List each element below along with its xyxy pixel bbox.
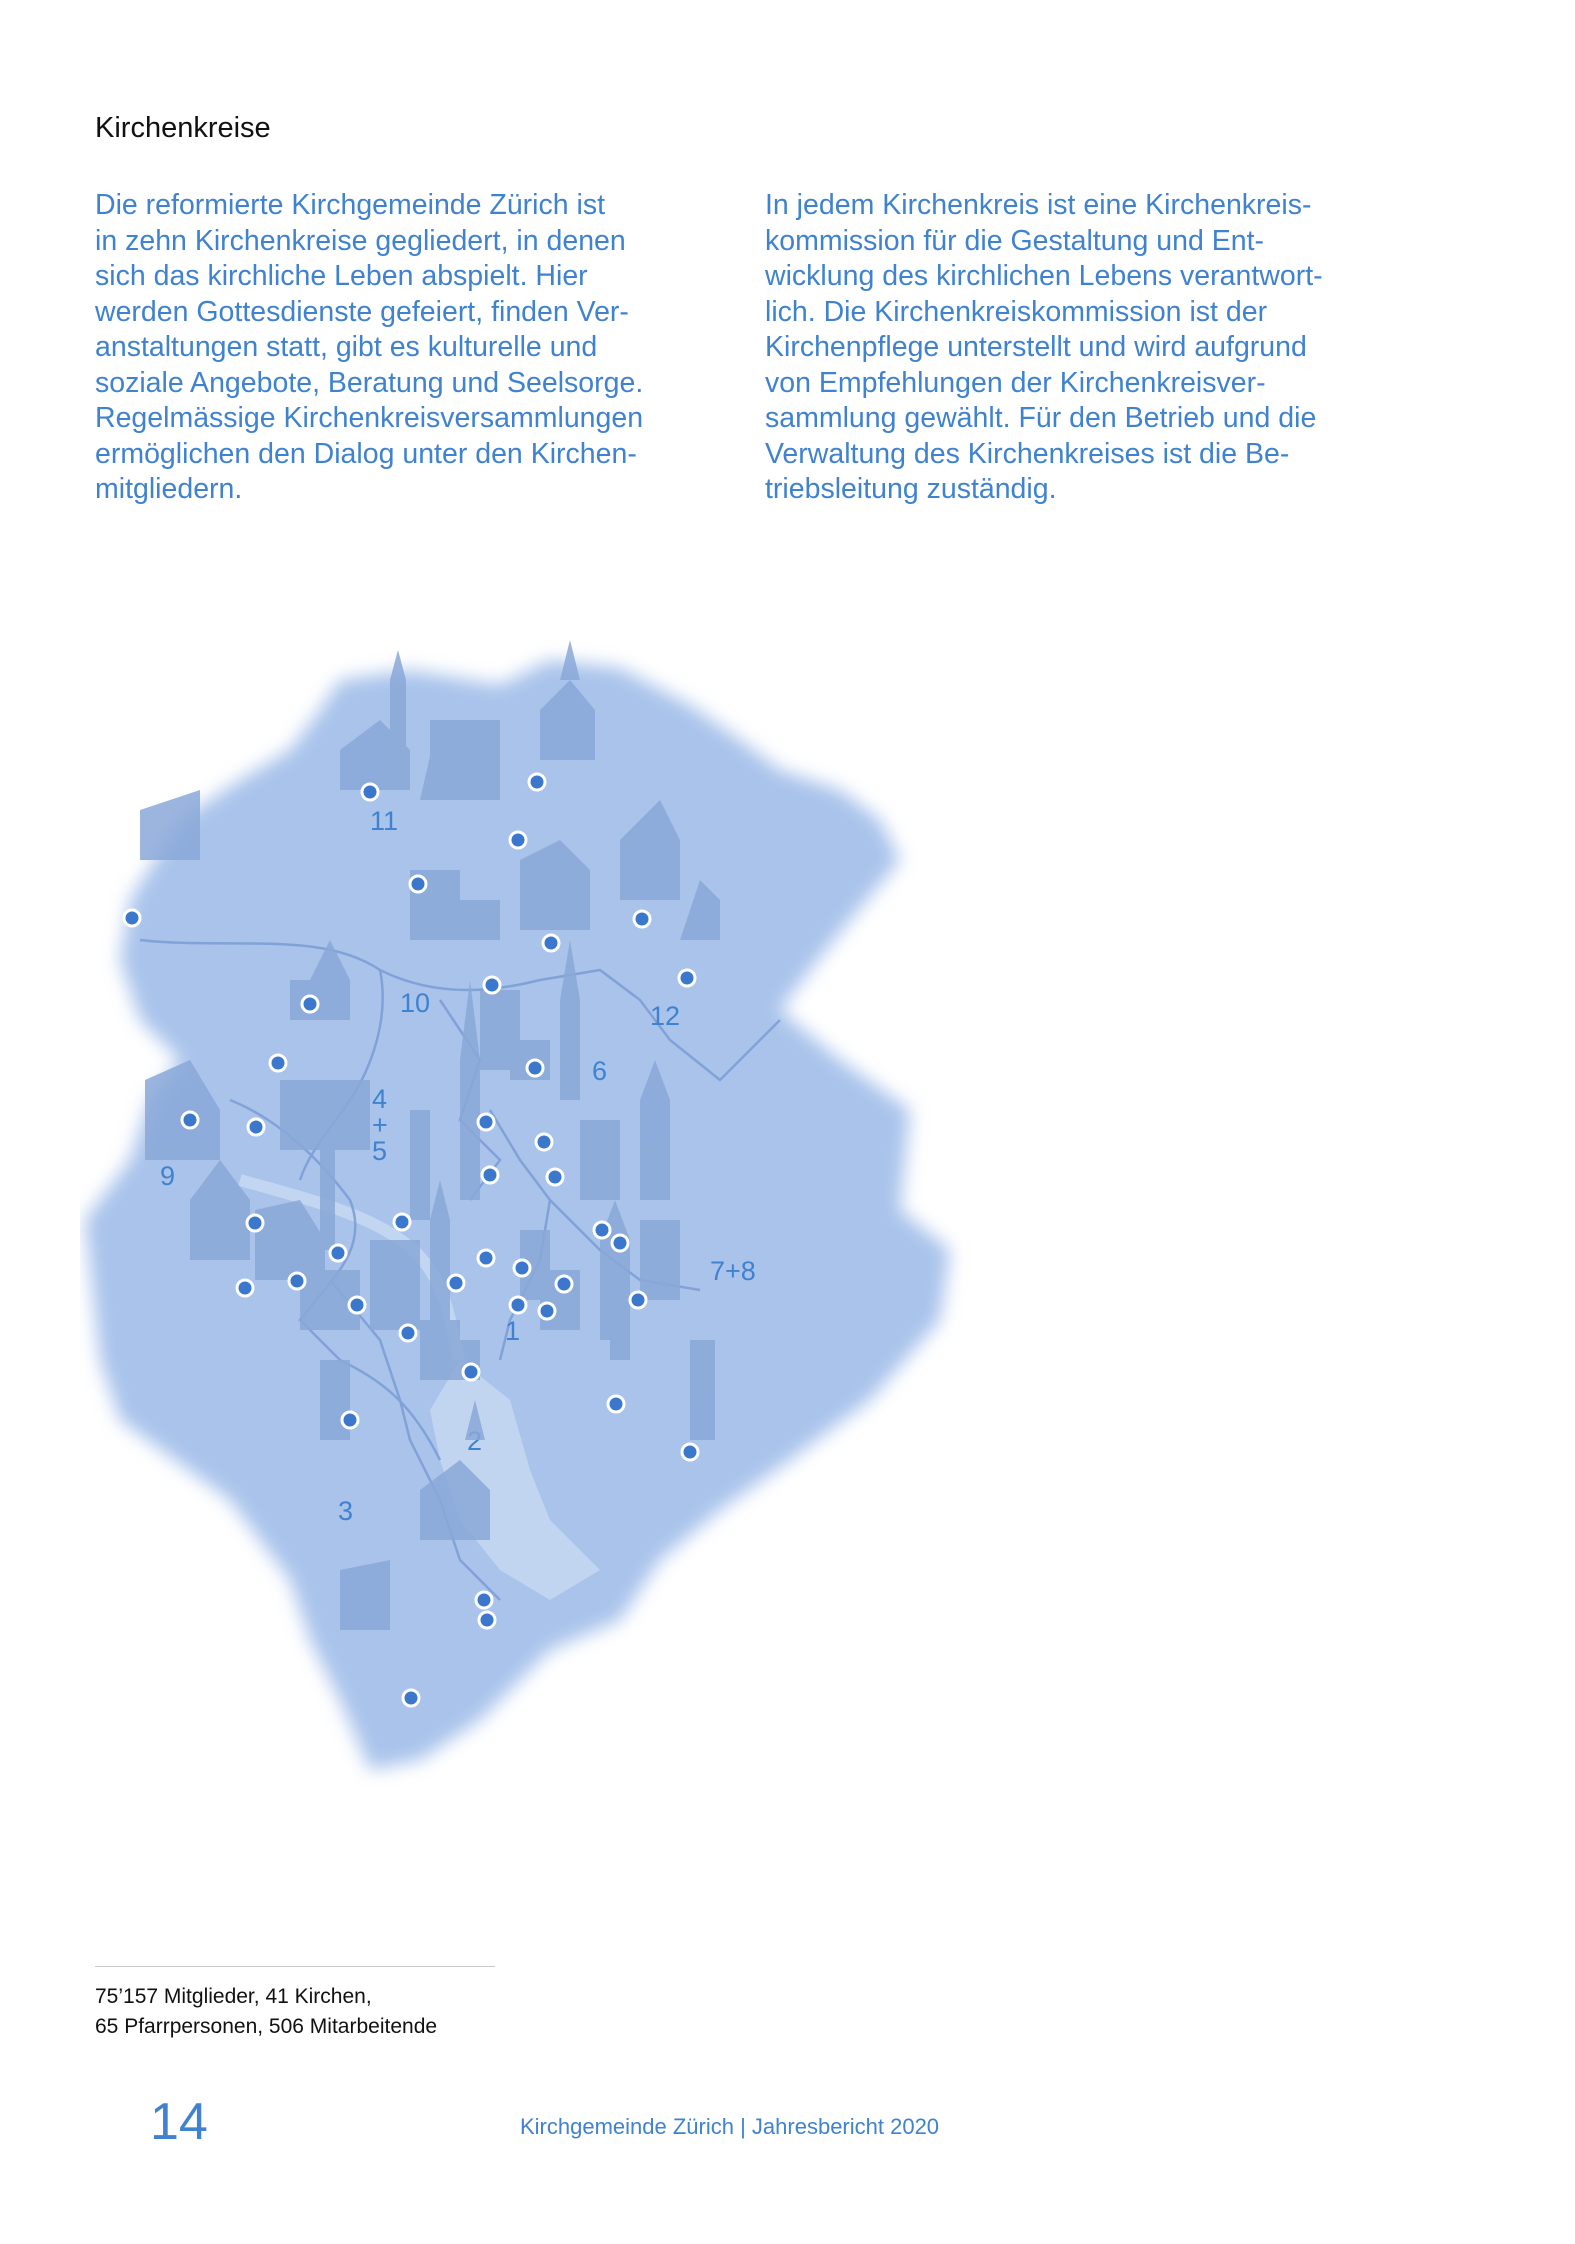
church-marker[interactable] [476, 1592, 492, 1608]
church-marker[interactable] [543, 935, 559, 951]
church-marker[interactable] [349, 1297, 365, 1313]
church-building-icon [460, 900, 500, 940]
church-marker[interactable] [247, 1215, 263, 1231]
church-marker[interactable] [527, 1060, 543, 1076]
church-marker[interactable] [556, 1276, 572, 1292]
church-marker[interactable] [679, 970, 695, 986]
church-marker[interactable] [237, 1280, 253, 1296]
church-marker[interactable] [608, 1396, 624, 1412]
footer-title: Kirchgemeinde Zürich | Jahresbericht 2020 [520, 2114, 940, 2139]
church-marker[interactable] [289, 1273, 305, 1289]
church-marker[interactable] [362, 784, 378, 800]
church-marker[interactable] [403, 1690, 419, 1706]
section-heading: Kirchenkreise [95, 112, 271, 144]
church-marker[interactable] [448, 1275, 464, 1291]
district-label-7-8: 7+8 [710, 1256, 756, 1286]
district-label-11: 11 [370, 806, 399, 836]
district-label-10: 10 [400, 988, 431, 1018]
church-marker[interactable] [478, 1114, 494, 1130]
church-marker[interactable] [330, 1245, 346, 1261]
district-label-12: 12 [650, 1001, 681, 1031]
church-marker[interactable] [682, 1444, 698, 1460]
church-marker[interactable] [547, 1169, 563, 1185]
church-marker[interactable] [536, 1134, 552, 1150]
church-marker[interactable] [484, 977, 500, 993]
church-marker[interactable] [479, 1612, 495, 1628]
church-marker[interactable] [634, 911, 650, 927]
district-label-plus: + [372, 1110, 388, 1140]
district-label-6: 6 [592, 1056, 608, 1086]
church-marker[interactable] [612, 1235, 628, 1251]
church-marker[interactable] [400, 1325, 416, 1341]
page-number: 14 [150, 2093, 208, 2151]
church-marker[interactable] [302, 996, 318, 1012]
district-label-3: 3 [338, 1496, 354, 1526]
church-marker[interactable] [510, 832, 526, 848]
church-building-icon [140, 790, 200, 860]
intro-text-right: In jedem Kirchenkreis ist eine Kirchenkreis- kommission für die Gestaltung und Ent- wicklung des kirchlichen Lebens verantwort- lich. Die Kirchenkreiskommission ist der Kirchenpflege unterstellt und wird aufgrund von Empfehlungen der Kirchenkreisver- sammlung gewählt. Für den Betrieb und die Verwaltung des Kirchenkreises ist die Be- triebsleitung zuständig. [765, 189, 1323, 505]
district-label-5: 5 [372, 1136, 388, 1166]
stats-divider [95, 1966, 495, 1967]
district-label-1: 1 [505, 1316, 521, 1346]
church-marker[interactable] [182, 1112, 198, 1128]
church-marker[interactable] [410, 876, 426, 892]
district-label-4: 4 [372, 1084, 388, 1114]
church-marker[interactable] [463, 1364, 479, 1380]
church-building-icon [420, 1320, 460, 1380]
church-marker[interactable] [539, 1303, 555, 1319]
church-marker[interactable] [124, 910, 140, 926]
stats-summary: 75’157 Mitglieder, 41 Kirchen, 65 Pfarrpersonen, 506 Mitarbeitende [95, 1985, 438, 2038]
church-marker[interactable] [529, 774, 545, 790]
district-map [80, 640, 1280, 1840]
church-marker[interactable] [342, 1412, 358, 1428]
church-marker[interactable] [248, 1119, 264, 1135]
church-building-icon [340, 1560, 390, 1630]
church-building-icon [480, 990, 520, 1070]
district-label-2: 2 [467, 1426, 483, 1456]
church-building-icon [690, 1340, 715, 1440]
district-label-9: 9 [160, 1161, 176, 1191]
church-marker[interactable] [394, 1214, 410, 1230]
intro-text-left: Die reformierte Kirchgemeinde Zürich ist in zehn Kirchenkreise gegliedert, in denen sich das kirchliche Leben abspielt. Hier werden Gottesdienste gefeiert, finden Ver- anstaltungen statt, gibt es kulturelle und soziale Angebote, Beratung und Seelsorge. Regelmässige Kirchenkreisversammlungen ermöglichen den Dialog unter den Kirchen- mitgliedern. [95, 189, 644, 505]
church-marker[interactable] [270, 1055, 286, 1071]
church-marker[interactable] [630, 1292, 646, 1308]
church-marker[interactable] [510, 1297, 526, 1313]
church-marker[interactable] [514, 1260, 530, 1276]
church-building-icon [610, 1280, 630, 1360]
church-marker[interactable] [594, 1222, 610, 1238]
church-marker[interactable] [478, 1250, 494, 1266]
church-marker[interactable] [482, 1167, 498, 1183]
